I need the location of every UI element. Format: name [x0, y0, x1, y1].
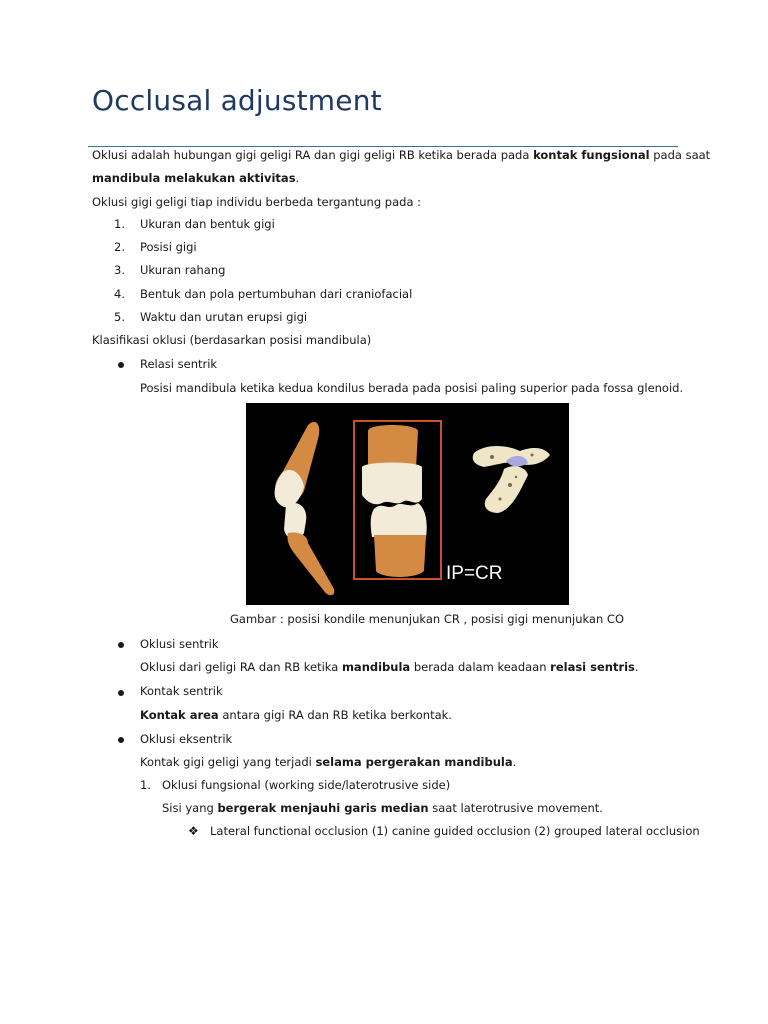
page-title: Occlusal adjustment — [92, 84, 382, 117]
factor-item: Ukuran dan bentuk gigi — [140, 217, 275, 231]
relasi-sentrik-desc: Posisi mandibula ketika kedua kondilus berada pada posisi paling superior pada fossa glenoid. — [140, 381, 684, 395]
desc-period: . — [634, 660, 639, 674]
oklusi-eksentrik-label: Oklusi eksentrik — [140, 732, 233, 746]
desc-bold: selama pergerakan mandibula — [315, 755, 513, 769]
condyle-illustration — [473, 446, 550, 513]
factor-item: Posisi gigi — [140, 240, 197, 254]
intro-text-end: pada saat — [649, 148, 711, 162]
relasi-sentrik-label: Relasi sentrik — [140, 357, 218, 371]
factor-number: 5. — [114, 310, 125, 324]
bullet-icon — [118, 690, 124, 696]
intro-line-1 — [92, 147, 710, 163]
figure-label: IP=CR — [446, 563, 503, 584]
factor-item: Waktu dan urutan erupsi gigi — [140, 310, 308, 324]
factor-number: 2. — [114, 240, 125, 254]
desc-bold: bergerak menjauhi garis median — [217, 801, 429, 815]
oklusi-fungsional-desc — [162, 800, 603, 816]
desc-text: berada dalam keadaan — [410, 660, 551, 674]
intro-period: . — [295, 171, 300, 185]
classification-heading: Klasifikasi oklusi (berdasarkan posisi mandibula) — [92, 333, 372, 347]
bullet-icon — [118, 362, 124, 368]
figure-caption: Gambar : posisi kondile menunjukan CR , posisi gigi menunjukan CO — [230, 612, 625, 626]
intro-line-2 — [92, 170, 299, 186]
desc-text: Kontak gigi geligi yang terjadi — [140, 755, 316, 769]
bullet-icon — [118, 642, 124, 648]
subsection-number: 1. — [140, 778, 151, 792]
intro-bold-2: mandibula melakukan aktivitas — [92, 171, 296, 185]
oklusi-sentrik-desc — [140, 659, 639, 675]
oklusi-eksentrik-desc — [140, 754, 516, 770]
oklusi-fungsional-label: Oklusi fungsional (working side/laterotrusive side) — [162, 778, 451, 792]
desc-text: Sisi yang — [162, 801, 218, 815]
factor-item: Bentuk dan pola pertumbuhan dari craniofacial — [140, 287, 413, 301]
kontak-sentrik-label: Kontak sentrik — [140, 684, 223, 698]
factor-number: 1. — [114, 217, 125, 231]
factor-number: 4. — [114, 287, 125, 301]
desc-bold: Kontak area — [140, 708, 219, 722]
desc-bold: mandibula — [341, 660, 411, 674]
lateral-occlusion-item: Lateral functional occlusion (1) canine guided occlusion (2) grouped lateral occlusion — [210, 824, 700, 838]
kontak-sentrik-desc — [140, 707, 452, 723]
diamond-bullet-icon: ❖ — [188, 824, 199, 838]
desc-bold: relasi sentris — [550, 660, 635, 674]
factor-item: Ukuran rahang — [140, 263, 226, 277]
desc-text: antara gigi RA dan RB ketika berkontak. — [218, 708, 452, 722]
factors-intro: Oklusi gigi geligi tiap individu berbeda tergantung pada : — [92, 195, 422, 209]
intro-text: Oklusi adalah hubungan gigi geligi RA dan gigi geligi RB ketika berada pada — [92, 148, 534, 162]
desc-period: . — [512, 755, 517, 769]
desc-text: Oklusi dari geligi RA dan RB ketika — [140, 660, 342, 674]
incisor-side-view — [275, 422, 335, 595]
molar-front-view — [354, 421, 441, 579]
intro-bold: kontak fungsional — [533, 148, 650, 162]
factor-number: 3. — [114, 263, 125, 277]
bullet-icon — [118, 737, 124, 743]
occlusion-figure — [246, 403, 569, 605]
oklusi-sentrik-label: Oklusi sentrik — [140, 637, 219, 651]
desc-text: saat laterotrusive movement. — [428, 801, 603, 815]
